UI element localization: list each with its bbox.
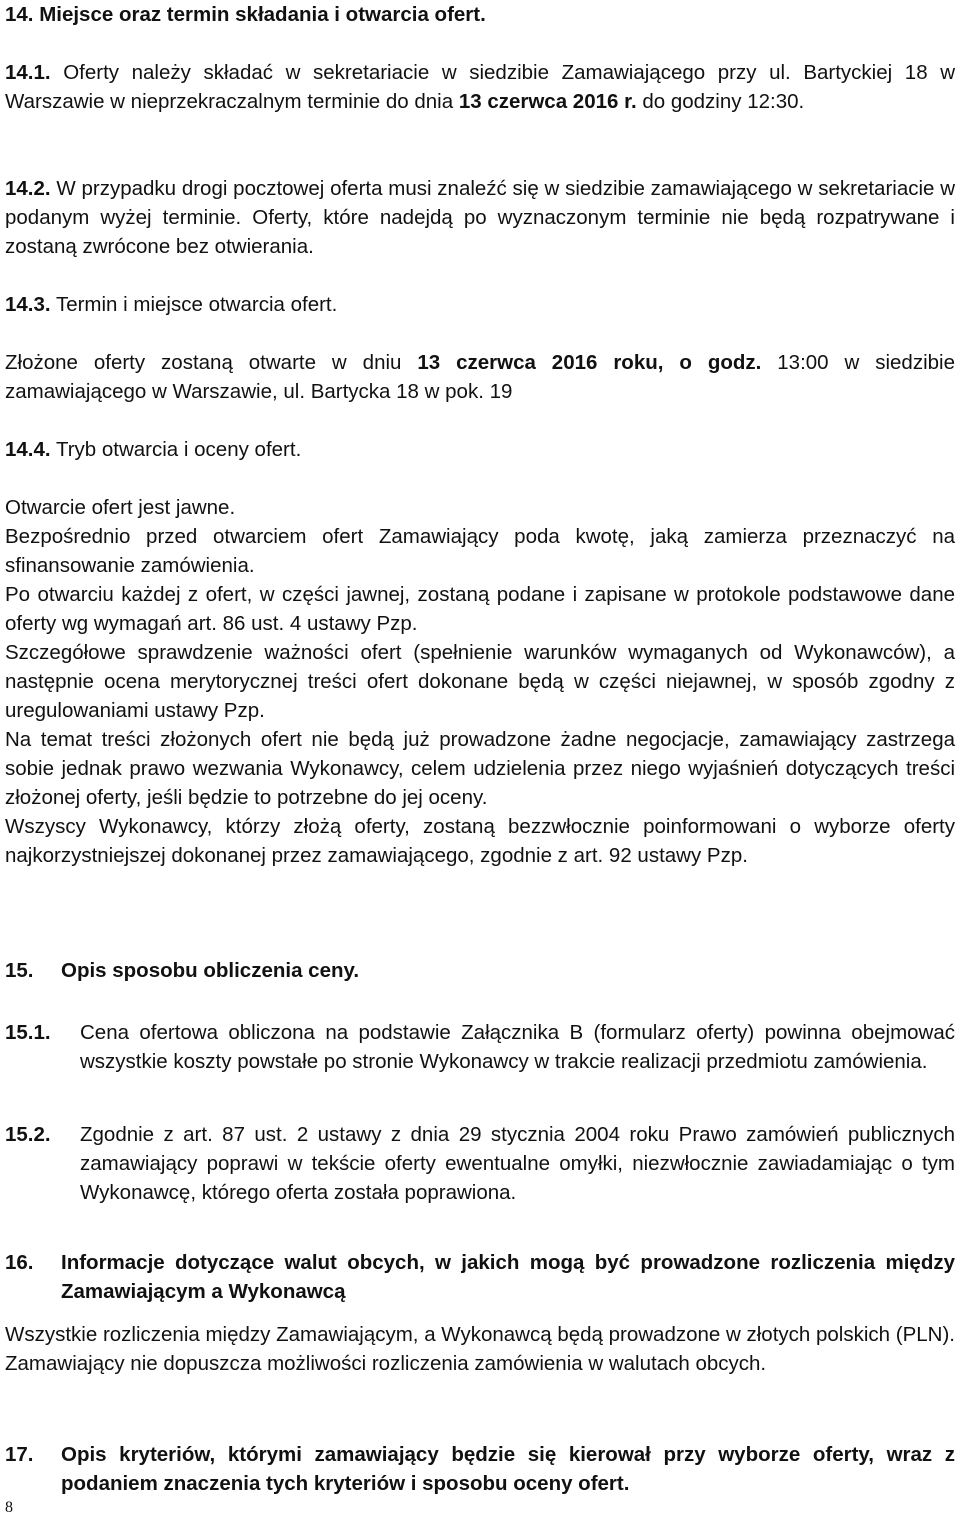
paragraphs-14-4: [5, 493, 955, 870]
paragraph-15-2-text: Zgodnie z art. 87 ust. 2 ustawy z dnia 29 stycznia 2004 roku Prawo zamówień publicznych zamawiający poprawi w tekście oferty ewentualne omyłki, niezwłocznie zawiadamiając o tym Wykonawcę, którego oferta została poprawiona.: [80, 1123, 955, 1204]
section-16-number: 16.: [5, 1251, 34, 1274]
paragraph-14-1-date: 13 czerwca 2016 r.: [458, 90, 637, 113]
paragraph-14-2-text: W przypadku drogi pocztowej oferta musi znaleźć się w siedzibie zamawiającego w sekretariacie w podanym wyżej terminie. Oferty, które nadejdą po wyznaczonym terminie nie będą rozpatrywane i zostaną zwrócone bez otwierania.: [5, 177, 955, 258]
section-17-title: Opis kryteriów, którymi zamawiający będzie się kierował przy wyborze oferty, wraz z podaniem znaczenia tych kryteriów i sposobu oceny ofert.: [61, 1443, 955, 1495]
section-16-text: Wszystkie rozliczenia między Zamawiającym, a Wykonawcą będą prowadzone w złotych polskich (PLN). Zamawiający nie dopuszcza możliwości rozliczenia zamówienia w walutach obcych.: [5, 1323, 955, 1375]
paragraph-15-2-number: 15.2.: [5, 1123, 51, 1146]
paragraph-14-3-text-a: Złożone oferty zostaną otwarte w dniu: [5, 351, 418, 374]
paragraph-14-4-item: Po otwarciu każdej z ofert, w części jawnej, zostaną podane i zapisane w protokole podstawowe dane oferty wg wymagań art. 86 ust. 4 ustawy Pzp.: [5, 583, 955, 635]
section-14-heading: 14. Miejsce oraz termin składania i otwarcia ofert.: [5, 3, 486, 26]
paragraph-14-1-number: 14.1.: [5, 61, 51, 84]
subheading-14-4: [5, 435, 955, 464]
subheading-14-3-title: Termin i miejsce otwarcia ofert.: [55, 293, 338, 316]
subheading-14-4-number: 14.4.: [5, 438, 51, 461]
paragraph-14-2: [5, 174, 955, 261]
subheading-14-4-title: Tryb otwarcia i oceny ofert.: [55, 438, 302, 461]
paragraph-14-1-text-c: do godziny 12:30.: [636, 90, 805, 113]
paragraph-15-1: [5, 1018, 955, 1108]
paragraph-14-3-text-c: 13:00 w siedzibie zamawiającego w Warszawie, ul. Bartycka 18 w pok. 19: [5, 351, 955, 403]
paragraph-14-3: [5, 348, 955, 406]
paragraph-14-1: [5, 58, 955, 116]
paragraph-14-2-number: 14.2.: [5, 177, 51, 200]
paragraph-14-4-item: Szczegółowe sprawdzenie ważności ofert (spełnienie warunków wymaganych od Wykonawców), a następnie ocena merytorycznej treści ofert dokonane będą w części niejawnej, w sposób zgodny z uregulowaniami ustawy Pzp.: [5, 641, 955, 722]
paragraph-14-4-item: Bezpośrednio przed otwarciem ofert Zamawiający poda kwotę, jaką zamierza przeznaczyć na sfinansowanie zamówienia.: [5, 525, 955, 577]
paragraph-14-4-item: Wszyscy Wykonawcy, którzy złożą oferty, zostaną bezzwłocznie poinformowani o wyborze oferty najkorzystniejszej dokonanej przez zamawiającego, zgodnie z art. 92 ustawy Pzp.: [5, 815, 955, 867]
paragraph-15-1-number: 15.1.: [5, 1021, 51, 1044]
subheading-14-3-number: 14.3.: [5, 293, 51, 316]
section-16-title: Informacje dotyczące walut obcych, w jakich mogą być prowadzone rozliczenia między Zamawiającym a Wykonawcą: [61, 1251, 955, 1303]
page-number: 8: [5, 1499, 13, 1516]
paragraph-14-4-item: Otwarcie ofert jest jawne.: [5, 496, 236, 519]
paragraph-15-2: [5, 1120, 955, 1236]
paragraph-14-4-item: Na temat treści złożonych ofert nie będą już prowadzone żadne negocjacje, zamawiający zastrzega sobie jednak prawo wezwania Wykonawcy, celem udzielenia przez niego wyjaśnień dotyczących treści złożonej oferty, jeśli będzie to potrzebne do jej oceny.: [5, 728, 955, 809]
subheading-14-3: [5, 290, 955, 319]
section-15-title: Opis sposobu obliczenia ceny.: [61, 959, 360, 982]
paragraph-14-1-text-a: Oferty należy składać w sekretariacie w siedzibie Zamawiającego przy ul. Bartyckiej 18 w Warszawie w nieprzekraczalnym terminie do dnia: [5, 61, 955, 113]
paragraph-15-1-text: Cena ofertowa obliczona na podstawie Załącznika B (formularz oferty) powinna obejmować wszystkie koszty powstałe po stronie Wykonawcy w trakcie realizacji przedmiotu zamówienia.: [80, 1021, 955, 1073]
paragraph-14-3-date: 13 czerwca 2016 roku, o godz.: [417, 351, 762, 374]
section-15-number: 15.: [5, 959, 34, 982]
section-17-number: 17.: [5, 1443, 34, 1466]
section-16-heading: [5, 1248, 955, 1306]
section-17-heading: [5, 1440, 955, 1498]
